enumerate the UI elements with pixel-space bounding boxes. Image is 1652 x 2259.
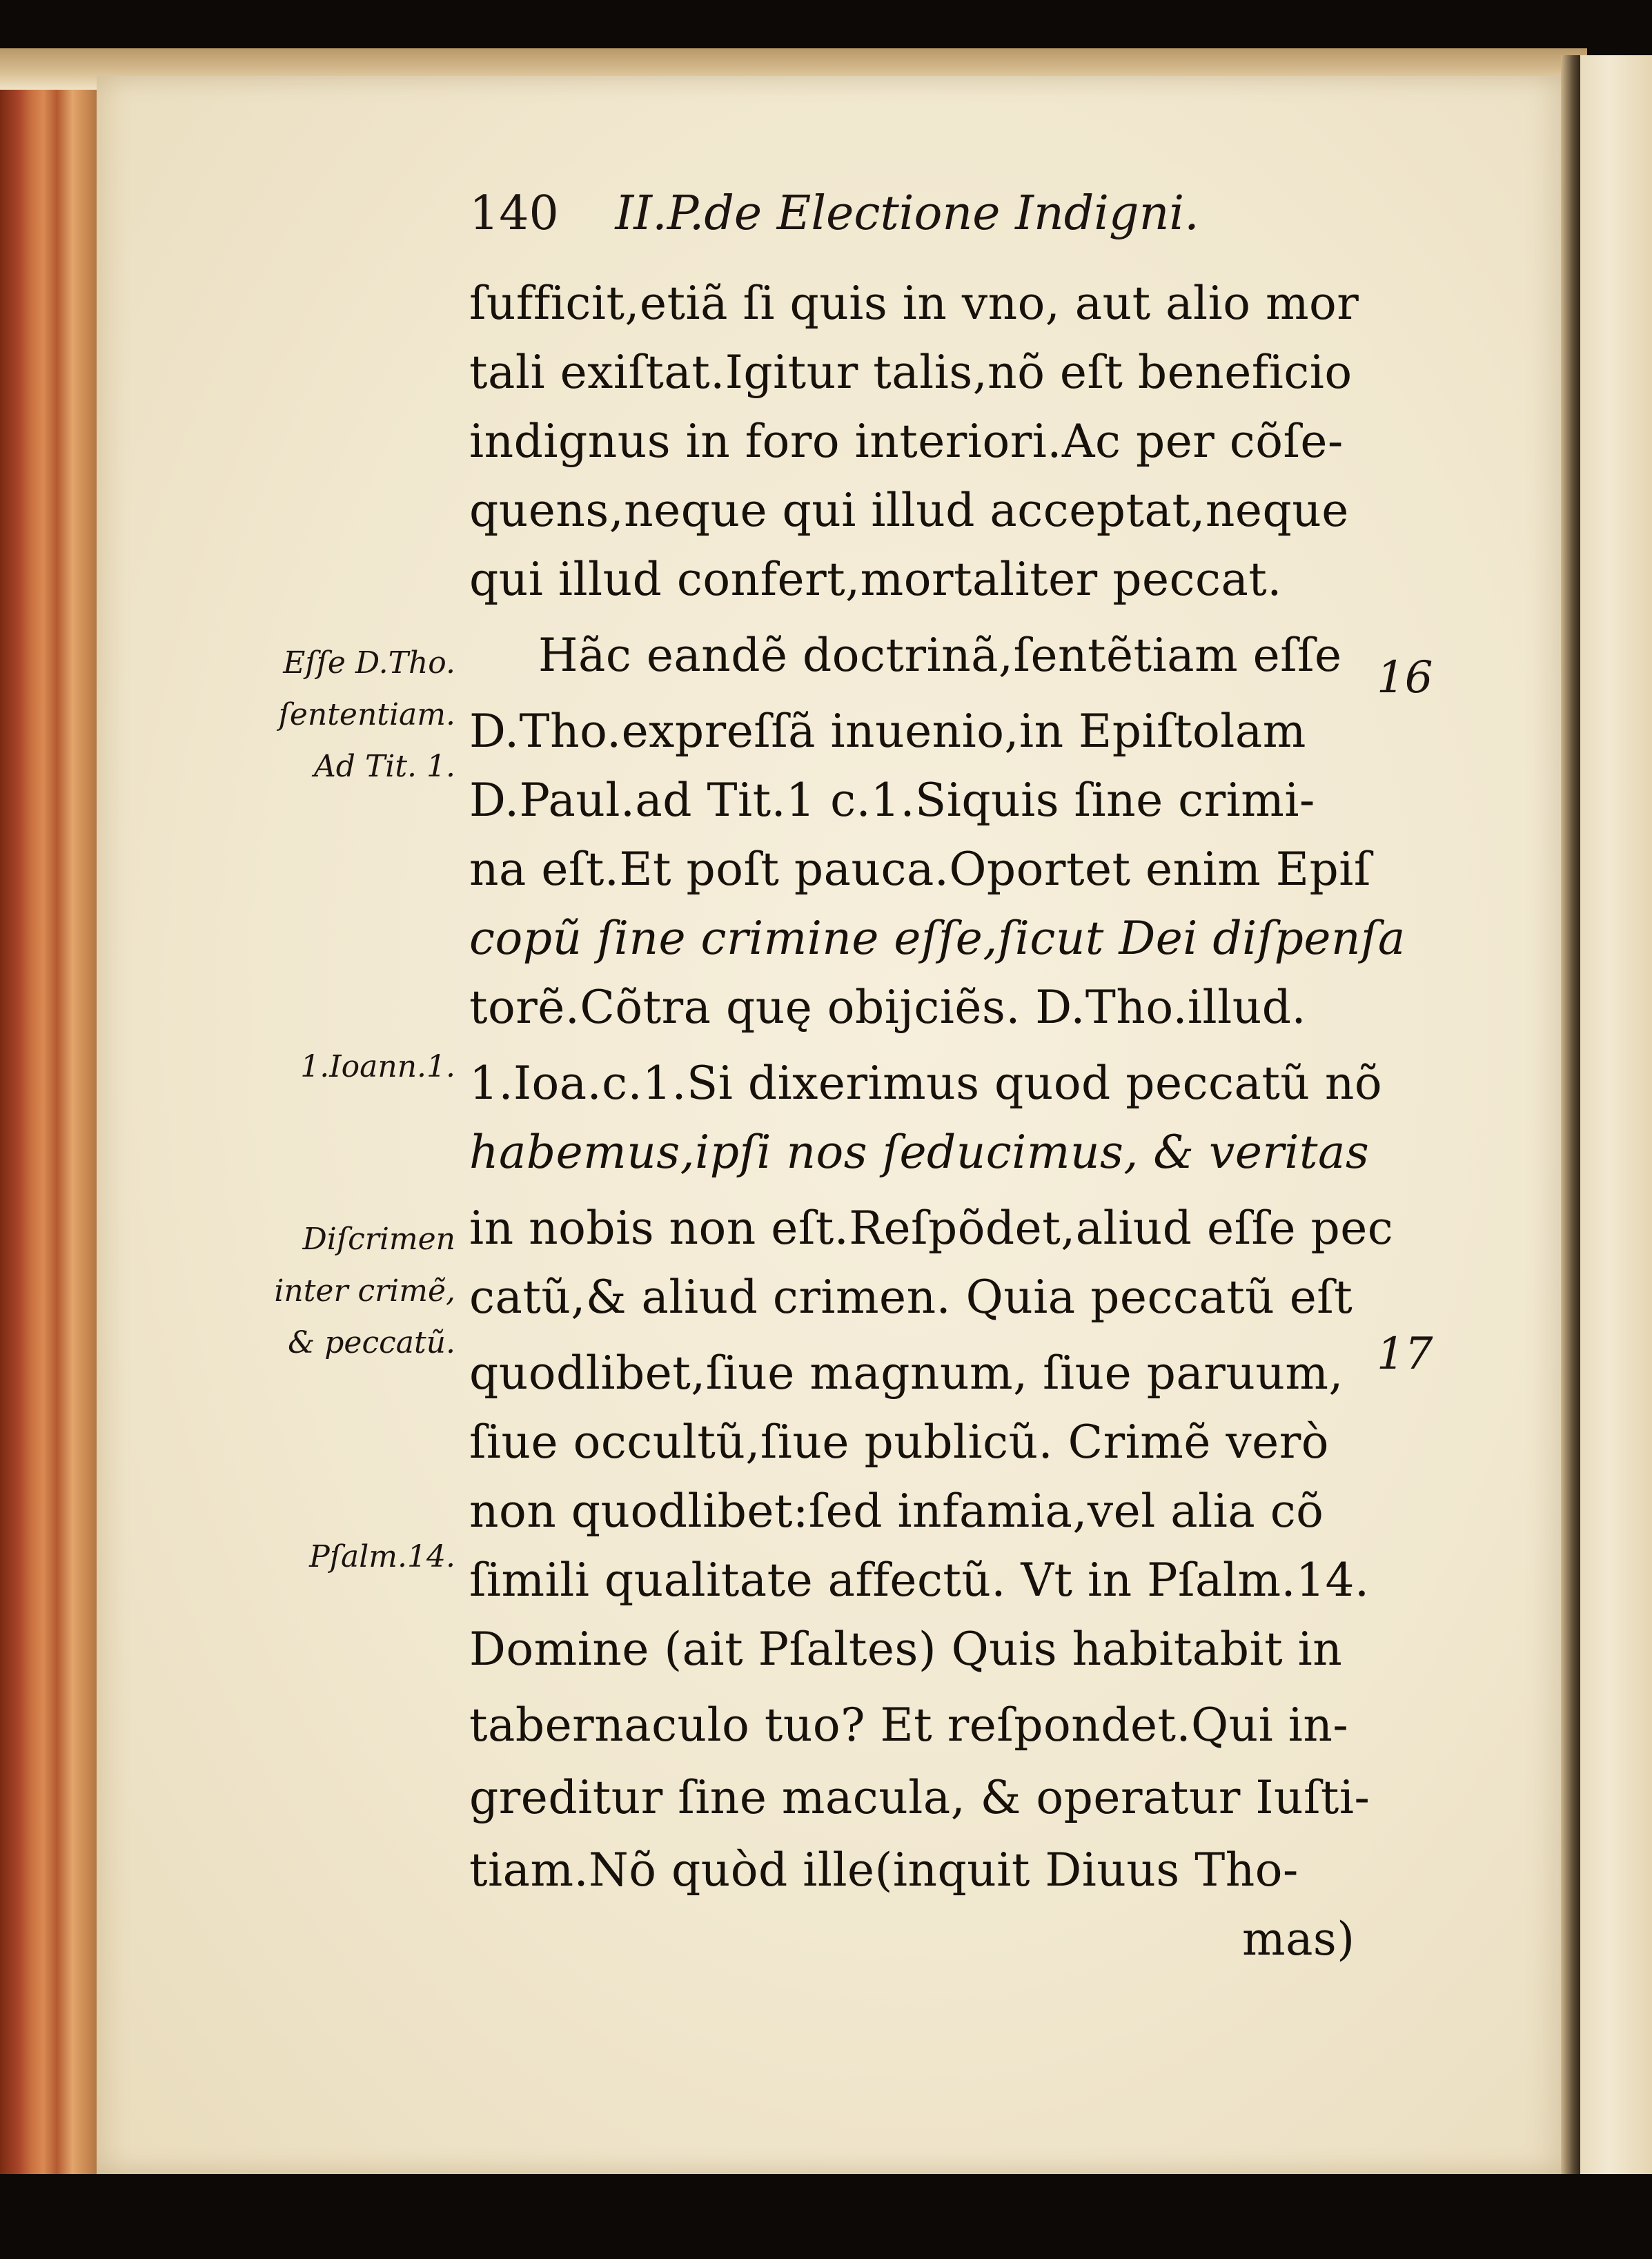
page-number: 140 xyxy=(469,186,559,241)
text-line: mas) xyxy=(1242,1913,1355,1966)
text-line: tiam.Nõ quòd ille(inquit Diuus Tho- xyxy=(469,1844,1299,1897)
margin-note: inter crimẽ, xyxy=(274,1273,455,1309)
text-line: na eſt.Et poſt pauca.Oportet enim Epiſ xyxy=(469,843,1371,896)
text-line: torẽ.Cõtra quę obijciẽs. D.Tho.illud. xyxy=(469,981,1306,1034)
text-line: quodlibet,ſiue magnum, ſiue paruum, xyxy=(469,1347,1344,1400)
text-line: indignus in foro interiori.Ac per cõſe- xyxy=(469,415,1344,468)
paragraph-number: 16 xyxy=(1377,652,1433,703)
margin-note: Ad Tit. 1. xyxy=(314,749,455,784)
text-line: ſimili qualitate affectũ. Vt in Pſalm.14. xyxy=(469,1554,1370,1607)
text-line: D.Paul.ad Tit.1 c.1.Siquis ſine crimi- xyxy=(469,774,1315,827)
running-header xyxy=(469,186,1366,241)
text-line: in nobis non eſt.Reſpõdet,aliud eſſe pec xyxy=(469,1202,1394,1255)
text-line: habemus,ipſi nos ſeducimus, & veritas xyxy=(469,1126,1370,1179)
margin-note: 1.Ioann.1. xyxy=(300,1049,455,1084)
text-line: ſufficit,etiã ſi quis in vno, aut alio mor xyxy=(469,277,1359,330)
text-line: ſiue occultũ,ſiue publicũ. Crimẽ verò xyxy=(469,1416,1330,1469)
text-line: copũ ſine crimine eſſe,ſicut Dei diſpenſa xyxy=(469,912,1406,965)
text-line: Domine (ait Pſaltes) Quis habitabit in xyxy=(469,1623,1343,1676)
text-line: qui illud confert,mortaliter peccat. xyxy=(469,553,1282,606)
text-line: quens,neque qui illud acceptat,neque xyxy=(469,484,1349,537)
text-line: tali exiſtat.Igitur talis,nõ eſt beneficio xyxy=(469,346,1353,399)
running-title: II.P.de Electione Indigni. xyxy=(615,186,1199,241)
paragraph-number: 17 xyxy=(1377,1329,1433,1380)
text-line: non quodlibet:ſed infamia,vel alia cõ xyxy=(469,1485,1324,1538)
margin-note: & peccatũ. xyxy=(288,1325,455,1360)
margin-note: ſententiam. xyxy=(278,697,455,732)
margin-note: Eſſe D.Tho. xyxy=(283,645,455,681)
text-line: greditur ſine macula, & operatur Iuſti- xyxy=(469,1771,1370,1824)
facing-page-edge xyxy=(1580,55,1652,2181)
text-line: D.Tho.expreſſã inuenio,in Epiſtolam xyxy=(469,705,1306,758)
book-gutter xyxy=(1561,55,1582,2202)
text-line: 1.Ioa.c.1.Si dixerimus quod peccatũ nõ xyxy=(469,1057,1383,1110)
text-line: tabernaculo tuo? Et reſpondet.Qui in- xyxy=(469,1699,1349,1752)
book-edge-left xyxy=(0,48,104,2181)
margin-note: Pſalm.14. xyxy=(309,1539,455,1574)
margin-note: Diſcrimen xyxy=(302,1222,455,1257)
text-line: Hãc eandẽ doctrinã,ſentẽtiam eſſe xyxy=(538,629,1342,682)
bottom-background xyxy=(0,2174,1652,2259)
text-line: catũ,& aliud crimen. Quia peccatũ eſt xyxy=(469,1271,1353,1324)
